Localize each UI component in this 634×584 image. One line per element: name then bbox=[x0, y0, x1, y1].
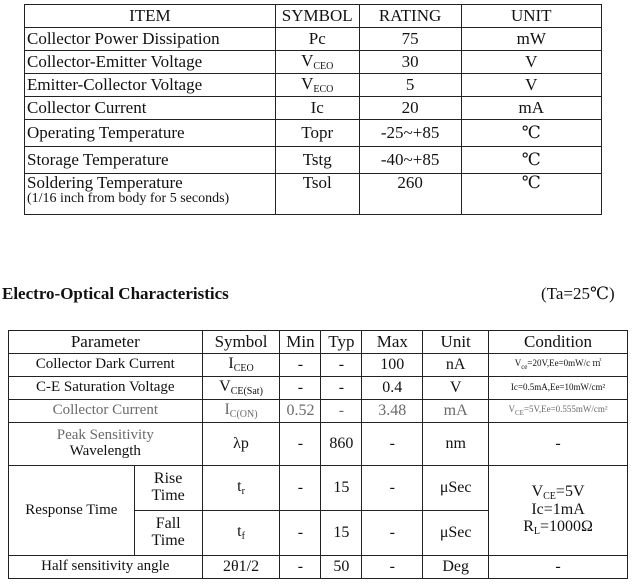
item-cell: Collector-Emitter Voltage bbox=[25, 51, 276, 74]
symbol-subscript: CEO bbox=[233, 362, 254, 374]
table-row bbox=[9, 423, 628, 466]
typ-cell: 860 bbox=[321, 423, 362, 466]
cond-line3-base: R bbox=[523, 517, 534, 535]
parameter-cell: Half sensitivity angle bbox=[9, 556, 203, 579]
symbol-cell: Tstg bbox=[275, 147, 359, 174]
symbol-cell bbox=[202, 377, 280, 400]
table-row bbox=[9, 377, 628, 400]
condition-subscript: ce bbox=[521, 362, 528, 371]
condition-cell: Ic=0.5mA,Ee=10mW/cm² bbox=[489, 377, 628, 400]
header-condition: Condition bbox=[489, 331, 628, 354]
header-parameter: Parameter bbox=[9, 331, 203, 354]
symbol-cell: Tsol bbox=[275, 174, 359, 215]
min-cell: - bbox=[280, 377, 321, 400]
table-row bbox=[9, 400, 628, 423]
parameter-cell: Collector Current bbox=[9, 400, 203, 423]
parameter-line2: Wavelength bbox=[69, 443, 141, 459]
max-cell: 100 bbox=[362, 354, 423, 377]
rating-cell: 260 bbox=[359, 174, 461, 215]
rating-cell: 75 bbox=[359, 28, 461, 51]
symbol-cell bbox=[202, 354, 280, 377]
response-time-label: Response Time bbox=[9, 466, 135, 556]
cond-line3-sub: L bbox=[533, 525, 540, 537]
unit-cell: ℃ bbox=[461, 147, 602, 174]
min-cell: - bbox=[280, 511, 321, 556]
condition-rest: =20V,Ee=0mW/c ㎡ bbox=[527, 357, 602, 368]
eo-header-row bbox=[9, 331, 628, 354]
header-item: ITEM bbox=[25, 5, 276, 28]
ratings-header-row bbox=[25, 5, 602, 28]
condition-subscript: CE bbox=[514, 408, 524, 417]
unit-cell: V bbox=[461, 74, 602, 97]
symbol-base: V bbox=[301, 50, 314, 70]
max-cell: - bbox=[362, 466, 423, 511]
soldering-note: (1/16 inch from body for 5 seconds) bbox=[27, 190, 230, 206]
typ-cell: - bbox=[321, 354, 362, 377]
fall-line1: Fall bbox=[155, 515, 181, 533]
cond-line1-base: V bbox=[531, 482, 544, 500]
unit-cell: ℃ bbox=[461, 174, 602, 215]
symbol-cell bbox=[202, 400, 280, 423]
symbol-cell: Pc bbox=[275, 28, 359, 51]
typ-cell: 15 bbox=[321, 466, 362, 511]
rise-line2: Time bbox=[151, 487, 185, 504]
symbol-base: I bbox=[228, 354, 234, 372]
symbol-subscript: CE(Sat) bbox=[230, 385, 263, 397]
max-cell: - bbox=[362, 511, 423, 556]
symbol-subscript: ECO bbox=[313, 83, 334, 95]
item-cell bbox=[25, 174, 276, 215]
max-cell: 0.4 bbox=[362, 377, 423, 400]
cond-line2: Ic=1mA bbox=[531, 501, 585, 519]
fall-line2: Time bbox=[151, 532, 185, 549]
symbol-base: V bbox=[219, 377, 231, 395]
unit-cell: nA bbox=[423, 354, 489, 377]
cond-line3-rest: =1000Ω bbox=[539, 517, 593, 535]
symbol-base: t bbox=[237, 477, 242, 495]
typ-cell: 50 bbox=[321, 556, 362, 579]
parameter-line1: Peak Sensitivity bbox=[56, 427, 154, 444]
fall-time-label bbox=[134, 511, 202, 556]
rating-cell: -25~+85 bbox=[359, 120, 461, 147]
condition-cell bbox=[489, 354, 628, 377]
rating-cell: 5 bbox=[359, 74, 461, 97]
rise-time-label bbox=[134, 466, 202, 511]
unit-cell: μSec bbox=[423, 511, 489, 556]
item-cell: Collector Current bbox=[25, 97, 276, 120]
header-rating: RATING bbox=[359, 5, 461, 28]
min-cell: - bbox=[280, 354, 321, 377]
condition-cell: - bbox=[489, 423, 628, 466]
table-row bbox=[25, 28, 602, 51]
unit-cell: mA bbox=[423, 400, 489, 423]
unit-cell: V bbox=[461, 51, 602, 74]
min-cell: - bbox=[280, 466, 321, 511]
soldering-label: Soldering Temperature bbox=[27, 173, 183, 192]
symbol-subscript: CEO bbox=[313, 60, 334, 72]
rise-line1: Rise bbox=[153, 470, 183, 488]
header-typ: Typ bbox=[321, 331, 362, 354]
rating-cell: 30 bbox=[359, 51, 461, 74]
min-cell: - bbox=[280, 556, 321, 579]
typ-cell: - bbox=[321, 400, 362, 423]
symbol-subscript: f bbox=[241, 530, 245, 542]
max-cell: - bbox=[362, 556, 423, 579]
unit-cell: nm bbox=[423, 423, 489, 466]
header-min: Min bbox=[280, 331, 321, 354]
section-title: Electro-Optical Characteristics bbox=[2, 284, 229, 303]
table-row bbox=[25, 174, 602, 215]
condition-cell: - bbox=[489, 556, 628, 579]
cond-line1-sub: CE bbox=[543, 490, 556, 502]
symbol-cell bbox=[202, 511, 280, 556]
item-cell: Operating Temperature bbox=[25, 120, 276, 147]
min-cell: - bbox=[280, 423, 321, 466]
parameter-cell: C-E Saturation Voltage bbox=[9, 377, 203, 400]
symbol-cell: Ic bbox=[275, 97, 359, 120]
min-cell: 0.52 bbox=[280, 400, 321, 423]
table-row bbox=[25, 51, 602, 74]
symbol-subscript: r bbox=[241, 485, 245, 497]
absolute-ratings-table bbox=[24, 4, 602, 215]
table-row bbox=[25, 120, 602, 147]
table-row bbox=[25, 147, 602, 174]
table-row bbox=[25, 97, 602, 120]
item-cell: Storage Temperature bbox=[25, 147, 276, 174]
table-row bbox=[9, 556, 628, 579]
cond-line1-rest: =5V bbox=[555, 482, 585, 500]
unit-cell: V bbox=[423, 377, 489, 400]
table-row bbox=[25, 74, 602, 97]
condition-base: V bbox=[514, 357, 522, 368]
typ-cell: - bbox=[321, 377, 362, 400]
symbol-base: I bbox=[224, 400, 230, 418]
symbol-cell: 2θ1/2 bbox=[202, 556, 280, 579]
table-row bbox=[9, 354, 628, 377]
rating-cell: -40~+85 bbox=[359, 147, 461, 174]
symbol-base: t bbox=[237, 522, 242, 540]
unit-cell: ℃ bbox=[461, 120, 602, 147]
parameter-cell bbox=[9, 423, 203, 466]
table-row bbox=[9, 466, 628, 511]
item-cell: Emitter-Collector Voltage bbox=[25, 74, 276, 97]
header-unit: Unit bbox=[423, 331, 489, 354]
response-condition-cell bbox=[489, 466, 628, 556]
unit-cell: μSec bbox=[423, 466, 489, 511]
symbol-cell bbox=[275, 74, 359, 97]
typ-cell: 15 bbox=[321, 511, 362, 556]
condition-rest: =5V,Ee=0.555mW/cm² bbox=[523, 403, 608, 414]
rating-cell: 20 bbox=[359, 97, 461, 120]
header-unit: UNIT bbox=[461, 5, 602, 28]
max-cell: 3.48 bbox=[362, 400, 423, 423]
header-max: Max bbox=[362, 331, 423, 354]
symbol-cell: λp bbox=[202, 423, 280, 466]
item-cell: Collector Power Dissipation bbox=[25, 28, 276, 51]
condition-base: V bbox=[508, 403, 515, 414]
symbol-cell: Topr bbox=[275, 120, 359, 147]
max-cell: - bbox=[362, 423, 423, 466]
electro-optical-table bbox=[8, 330, 628, 579]
symbol-cell bbox=[202, 466, 280, 511]
condition-cell bbox=[489, 400, 628, 423]
unit-cell: mA bbox=[461, 97, 602, 120]
parameter-cell: Collector Dark Current bbox=[9, 354, 203, 377]
unit-cell: Deg bbox=[423, 556, 489, 579]
header-symbol: SYMBOL bbox=[275, 5, 359, 28]
header-symbol: Symbol bbox=[202, 331, 280, 354]
symbol-cell bbox=[275, 51, 359, 74]
unit-cell: mW bbox=[461, 28, 602, 51]
symbol-base: V bbox=[301, 73, 314, 93]
ambient-condition: (Ta=25℃) bbox=[541, 284, 615, 303]
symbol-subscript: C(ON) bbox=[229, 408, 258, 420]
